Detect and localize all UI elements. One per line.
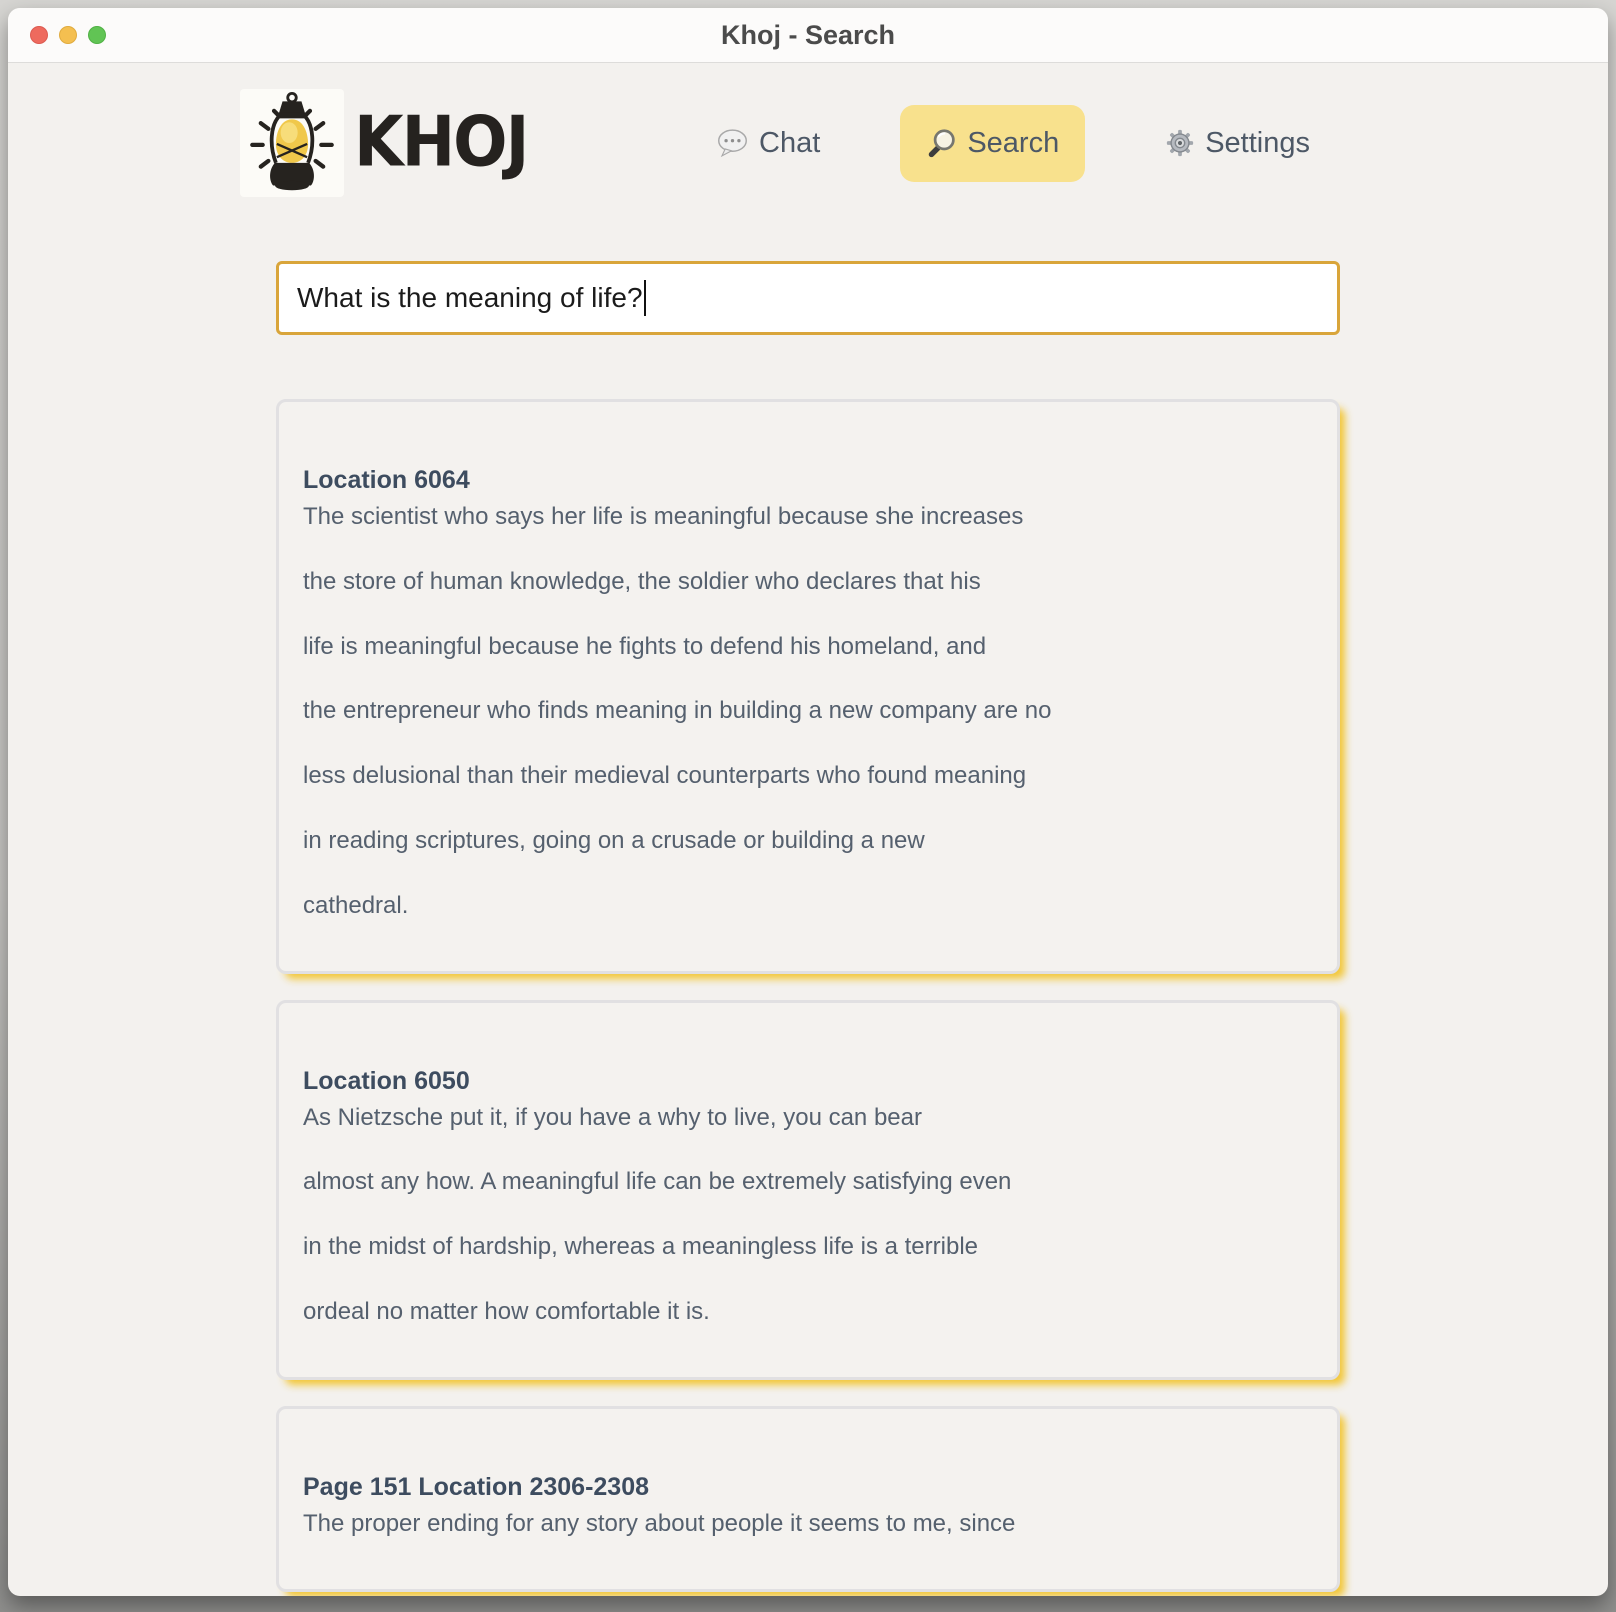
nav-item-chat[interactable]: [698, 105, 838, 182]
magnifying-glass-icon: [926, 128, 957, 159]
result-line: the store of human knowledge, the soldier who declares that his: [303, 567, 981, 595]
result-line: in the midst of hardship, whereas a meaningless life is a terrible: [303, 1233, 978, 1261]
brand-wordmark: KHOJ: [354, 103, 528, 183]
main-nav: [698, 105, 1328, 182]
result-body: [303, 1510, 1307, 1539]
minimize-button[interactable]: [59, 26, 77, 44]
window-title: Khoj - Search: [720, 19, 896, 50]
app-header: [240, 89, 1328, 197]
result-line: in reading scriptures, going on a crusade or building a new: [303, 826, 925, 854]
result-card[interactable]: [276, 1000, 1340, 1380]
title-bar: [8, 8, 1608, 63]
traffic-lights: [30, 8, 106, 62]
results-list: [276, 399, 1340, 1592]
result-body: [303, 1104, 1307, 1327]
result-title: Location 6064: [303, 466, 470, 494]
result-card[interactable]: [276, 1406, 1340, 1592]
result-line: almost any how. A meaningful life can be extremely satisfying even: [303, 1168, 1012, 1196]
app-window: [8, 8, 1608, 1596]
result-title: Location 6050: [303, 1066, 470, 1095]
result-line: The scientist who says her life is meaningful because she increases: [303, 503, 1024, 530]
result-line: less delusional than their medieval counterparts who found meaning: [303, 762, 1027, 790]
result-line: As Nietzsche put it, if you have a why to live, you can bear: [303, 1103, 922, 1131]
result-line: ordeal no matter how comfortable it is.: [303, 1297, 710, 1325]
nav-item-search[interactable]: [900, 105, 1085, 182]
close-button[interactable]: [30, 26, 48, 44]
result-title: Page 151 Location 2306-2308: [303, 1472, 650, 1501]
gear-icon: [1165, 128, 1195, 158]
nav-item-settings[interactable]: [1147, 105, 1328, 182]
lantern-icon: [240, 89, 344, 197]
text-caret: [644, 280, 646, 316]
result-line: The proper ending for any story about people it seems to me, since: [303, 1509, 1016, 1537]
khoj-logo: [240, 89, 527, 197]
result-line: life is meaningful because he fights to defend his homeland, and: [303, 632, 987, 660]
nav-label-settings: Settings: [1205, 126, 1310, 159]
result-body: [303, 503, 1307, 921]
result-line: the entrepreneur who finds meaning in building a new company are no: [303, 697, 1052, 725]
result-card[interactable]: [276, 399, 1340, 974]
search-query-text: What is the meaning of life?: [297, 282, 643, 313]
nav-label-chat: Chat: [759, 126, 821, 159]
zoom-button[interactable]: [88, 26, 106, 44]
result-line: cathedral.: [303, 891, 409, 919]
search-input[interactable]: [276, 261, 1340, 335]
nav-label-search: Search: [967, 126, 1060, 159]
speech-bubble-icon: [716, 128, 749, 158]
